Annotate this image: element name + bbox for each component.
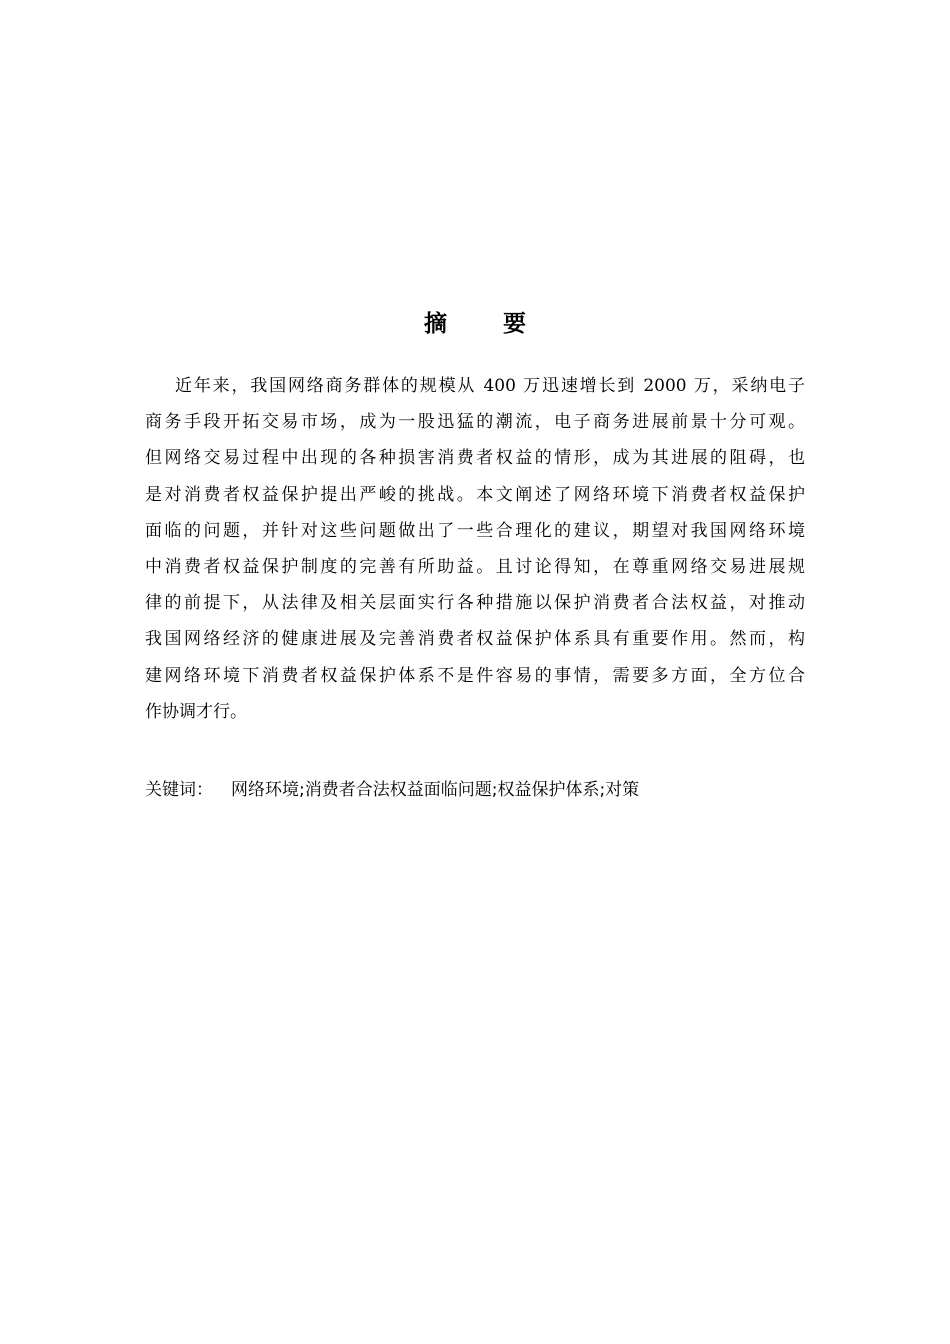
- keywords-value: 网络环境;消费者合法权益面临问题;权益保护体系;对策: [231, 780, 640, 800]
- abstract-body: [145, 368, 805, 730]
- keywords-label: 关键词：: [145, 780, 213, 800]
- abstract-line: 面临的问题，并针对这些问题做出了一些合理化的建议，期望对我国网络环境: [145, 520, 805, 541]
- abstract-line: 商务手段开拓交易市场，成为一股迅猛的潮流，电子商务进展前景十分可观。: [145, 412, 805, 433]
- abstract-line: 是对消费者权益保护提出严峻的挑战。本文阐述了网络环境下消费者权益保护: [145, 484, 805, 505]
- abstract-line: 律的前提下，从法律及相关层面实行各种措施以保护消费者合法权益，对推动: [145, 593, 805, 614]
- abstract-line: 但网络交易过程中出现的各种损害消费者权益的情形，成为其进展的阻碍，也: [145, 448, 805, 469]
- abstract-line: 我国网络经济的健康进展及完善消费者权益保护体系具有重要作用。然而，构: [145, 629, 805, 650]
- keywords-line: [145, 773, 805, 807]
- abstract-line: 近年来，我国网络商务群体的规模从 400 万迅速增长到 2000 万，采纳电子: [175, 376, 805, 396]
- abstract-line: 建网络环境下消费者权益保护体系不是件容易的事情，需要多方面，全方位合: [145, 665, 805, 686]
- abstract-line: 作协调才行。: [145, 701, 247, 722]
- abstract-line: 中消费者权益保护制度的完善有所助益。且讨论得知，在尊重网络交易进展规: [145, 556, 805, 577]
- page-title: 摘 要: [423, 311, 550, 337]
